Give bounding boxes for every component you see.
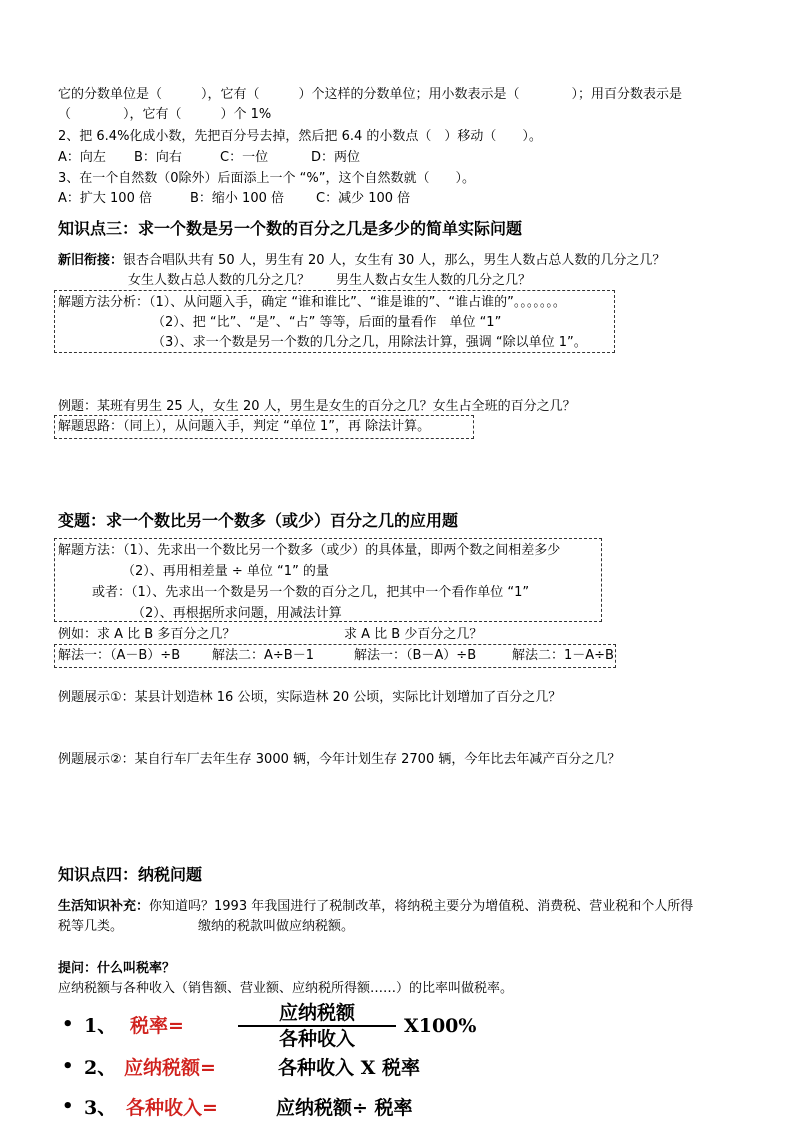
solution-3: 解法一：（B－A）÷B (354, 648, 477, 663)
variant-example-left: 例如：求 A 比 B 多百分之几？ (58, 627, 236, 642)
formula-1-number: 1、 (84, 1015, 117, 1037)
life-label: 生活知识补充： (58, 899, 150, 914)
example-k3: 例题：某班有男生 25 人，女生 20 人，男生是女生的百分之几？女生占全班的百分之几？ (58, 399, 576, 414)
section-title-k4: 知识点四：纳税问题 (58, 865, 203, 884)
q2-option-c: C：一位 (220, 150, 269, 165)
method-1-line-3: （3）、求一个数是另一个数的几分之几，用除法计算，强调 “除以单位 1”。 (152, 335, 587, 350)
fill-blank-line-1: 它的分数单位是（ ），它有（ ）个这样的分数单位；用小数表示是（ ）；用百分数表示是 (58, 87, 683, 102)
q3-option-c: C：减少 100 倍 (316, 191, 411, 206)
lead-label: 新旧衔接： (58, 253, 124, 268)
life-knowledge-line-1 (58, 898, 693, 916)
bullet-3: • (62, 1096, 74, 1117)
formula-3-rhs: 应纳税额÷ 税率 (276, 1097, 413, 1119)
formula-2-number: 2、 (84, 1057, 117, 1079)
question-tax-rate: 提问：什么叫税率？ (58, 961, 176, 976)
solution-4: 解法二：1－A÷B (512, 648, 614, 663)
formula-2-rhs: 各种收入 X 税率 (278, 1057, 420, 1079)
life-knowledge-line-3: 缴纳的税款叫做应纳税额。 (198, 919, 355, 934)
variant-example-right: 求 A 比 B 少百分之几？ (344, 627, 483, 642)
q2-option-d: D：两位 (311, 150, 361, 165)
life-text: 你知道吗？1993 年我国进行了税制改革，将纳税主要分为增值税、消费税、营业税和个人所得 (149, 899, 694, 914)
formula-1-denominator: 各种收入 (278, 1028, 355, 1050)
variant-method-line-2: （2）、再用相差量 ÷ 单位 “1” 的量 (122, 564, 329, 579)
example-display-1: 例题展示①：某县计划造林 16 公顷，实际造林 20 公顷，实际比计划增加了百分之几？ (58, 690, 562, 705)
question-2: 2、把 6.4%化成小数，先把百分号去掉，然后把 6.4 的小数点（ ）移动（ ）。 (58, 129, 542, 144)
fraction-bar (238, 1025, 396, 1027)
variant-method-line-3: 或者：（1）、先求出一个数是另一个数的百分之几，把其中一个看作单位 “1” (92, 585, 530, 600)
variant-method-line-1: 解题方法：（1）、先求出一个数比另一个数多（或少）的具体量，即两个数之间相差多少 (58, 543, 561, 558)
q2-option-a: A：向左 (58, 150, 106, 165)
q3-option-b: B：缩小 100 倍 (190, 191, 284, 206)
section-title-variant: 变题：求一个数比另一个数多（或少）百分之几的应用题 (58, 511, 459, 530)
section-title-k3: 知识点三：求一个数是另一个数的百分之几是多少的简单实际问题 (58, 219, 523, 238)
method-1-line-1: 解题方法分析：（1）、从问题入手，确定 “谁和谁比”、“谁是谁的”、“谁占谁的”。。。。。。。 (58, 295, 566, 310)
variant-method-line-4: （2）、再根据所求问题，用减法计算 (132, 606, 342, 621)
method-1-line-2: （2）、把 “比”、“是”、“占” 等等，后面的量看作 单位 “1” (152, 315, 502, 330)
formula-1-numerator: 应纳税额 (278, 1002, 355, 1024)
tax-rate-definition: 应纳税额与各种收入（销售额、营业额、应纳税所得额……）的比率叫做税率。 (58, 981, 514, 996)
formula-3-term: 各种收入= (126, 1097, 218, 1119)
formula-1-fraction (238, 1002, 396, 1050)
lead-line-1 (58, 252, 665, 270)
q3-option-a: A：扩大 100 倍 (58, 191, 152, 206)
bullet-2: • (62, 1056, 74, 1077)
example-display-2: 例题展示②：某自行车厂去年生存 3000 辆，今年计划生存 2700 辆，今年比去年减产百分之几？ (58, 752, 621, 767)
lead-text: 银杏合唱队共有 50 人，男生有 20 人，女生有 30 人，那么，男生人数占总人数的几分之几？ (123, 253, 666, 268)
formula-1-term: 税率= (130, 1015, 184, 1037)
formula-2-term: 应纳税额= (124, 1057, 216, 1079)
question-3: 3、在一个自然数（0除外）后面添上一个 “%”，这个自然数就（ ）。 (58, 171, 475, 186)
bullet-1: • (62, 1014, 74, 1035)
solution-2: 解法二：A÷B－1 (212, 648, 314, 663)
formula-3-number: 3、 (84, 1097, 117, 1119)
fill-blank-line-2: （ ），它有（ ）个 1% (58, 107, 272, 122)
life-knowledge-line-2: 税等几类。 (58, 919, 124, 934)
solution-1: 解法一：（A－B）÷B (58, 648, 181, 663)
q2-option-b: B：向右 (134, 150, 182, 165)
lead-line-2: 女生人数占总人数的几分之几？ 男生人数占女生人数的几分之几？ (128, 273, 532, 288)
method-2-text: 解题思路：（同上），从问题入手，判定 “单位 1”，再 除法计算。 (58, 419, 431, 434)
formula-1-tail: X100% (404, 1015, 477, 1037)
